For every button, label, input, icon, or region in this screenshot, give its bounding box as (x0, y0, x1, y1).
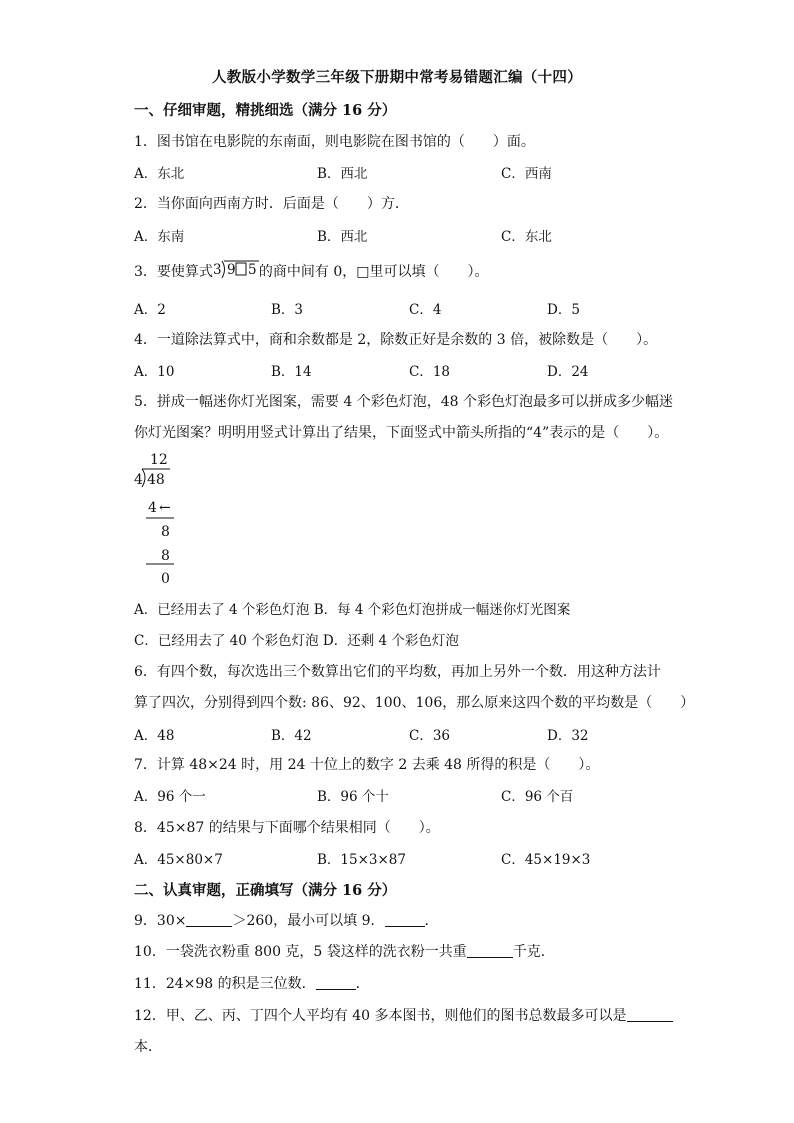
question-5-line-2: 你灯光图案？明明用竖式计算出了结果，下面竖式中箭头所指的“4”表示的是（ ）。 (134, 425, 669, 441)
question-9-part-1: 9．30× (134, 913, 187, 929)
option-d[interactable]: D．5 (547, 302, 580, 318)
option-b[interactable]: B．42 (271, 728, 312, 744)
dividend: 48 (147, 472, 165, 488)
question-7: 7．计算 48×24 时，用 24 十位上的数字 2 去乘 48 所得的积是（ ）。 (134, 757, 600, 773)
question-1: 1．图书馆在电影院的东南面，则电影院在图书馆的（ ）面。 (134, 134, 535, 150)
question-11-part-2: ． (355, 976, 370, 992)
question-9-part-3: ． (424, 913, 439, 929)
option-d[interactable]: D．24 (547, 364, 589, 380)
question-8-options (134, 848, 694, 868)
question-4: 4．一道除法算式中，商和余数都是 2，除数正好是余数的 3 倍，被除数是（ ）。 (134, 332, 658, 348)
question-10 (134, 941, 555, 961)
answer-blank[interactable] (186, 912, 232, 927)
question-12-line-1 (134, 1005, 673, 1025)
question-1-options (134, 162, 694, 182)
question-10-part-2: 千克． (512, 944, 555, 960)
long-division-diagram (134, 450, 194, 590)
question-4-options (134, 360, 694, 380)
option-b[interactable]: B．96 个十 (317, 789, 389, 805)
dividend-digit-2: 5 (247, 262, 257, 278)
option-b[interactable]: B．15×3×87 (317, 852, 406, 868)
question-6-options (134, 724, 694, 744)
answer-blank[interactable] (385, 912, 425, 927)
question-11 (134, 973, 370, 993)
option-d[interactable]: D．32 (547, 728, 589, 744)
question-3-options (134, 298, 694, 318)
option-c[interactable]: C．96 个百 (501, 789, 574, 805)
option-a[interactable]: A．东北 (134, 166, 185, 182)
question-9-part-2: ＞260，最小可以填 9． (232, 913, 385, 929)
section-heading-1: 一、仔细审题，精挑细选（满分 16 分） (134, 102, 397, 119)
question-8: 8．45×87 的结果与下面哪个结果相同（ ）。 (134, 820, 440, 836)
question-10-part-1: 10．一袋洗衣粉重 800 克，5 袋这样的洗衣粉一共重 (134, 944, 467, 960)
option-a[interactable]: A．96 个一 (134, 789, 206, 805)
option-b[interactable]: B．14 (271, 364, 312, 380)
option-c[interactable]: C．18 (409, 364, 451, 380)
option-a[interactable]: A．10 (134, 364, 175, 380)
answer-blank[interactable] (627, 1007, 673, 1022)
answer-blank[interactable] (467, 943, 513, 958)
blank-box (236, 263, 246, 275)
question-7-options (134, 785, 694, 805)
question-3-suffix: 的商中间有 0，□里可以填（ ）。 (258, 264, 489, 280)
option-a[interactable]: A．45×80×7 (134, 852, 223, 868)
remainder-1: 8 (161, 524, 170, 540)
option-a[interactable]: A．东南 (134, 229, 185, 245)
quotient: 12 (150, 452, 168, 468)
option-c[interactable]: C．36 (409, 728, 451, 744)
option-b[interactable]: B．西北 (317, 166, 368, 182)
option-b[interactable]: B．3 (271, 302, 304, 318)
question-5-options-line-2[interactable]: C．已经用去了 40 个彩色灯泡 D．还剩 4 个彩色灯泡 (134, 633, 459, 649)
question-5-options-line-1[interactable]: A．已经用去了 4 个彩色灯泡 B．每 4 个彩色灯泡拼成一幅迷你灯光图案 (134, 602, 571, 618)
question-6-line-2: 算了四次，分别得到四个数: 86、92、100、106，那么原来这四个数的平均数是（ ） (134, 695, 695, 711)
divisor: 4 (134, 472, 143, 488)
question-6-line-1: 6．有四个数，每次选出三个数算出它们的平均数，再加上另外一个数．用这种方法计 (134, 664, 661, 680)
answer-blank[interactable] (316, 975, 356, 990)
option-c[interactable]: C．45×19×3 (501, 852, 591, 868)
option-c[interactable]: C．4 (409, 302, 442, 318)
question-9 (134, 910, 439, 930)
question-12-part-1: 12．甲、乙、丙、丁四个人平均有 40 多本图书，则他们的图书总数最多可以是 (134, 1008, 627, 1024)
option-b[interactable]: B．西北 (317, 229, 368, 245)
dividend-digit-1: 9 (226, 262, 236, 278)
question-3 (134, 258, 489, 284)
question-2: 2．当你面向西南方时．后面是（ ）方． (134, 196, 409, 212)
remainder-2: 0 (161, 571, 170, 587)
question-12-line-2: 本． (134, 1039, 162, 1055)
divisor: 3 (212, 262, 222, 278)
division-bracket (222, 261, 225, 278)
option-c[interactable]: C．东北 (501, 229, 552, 245)
option-c[interactable]: C．西南 (501, 166, 552, 182)
step-product-2: 8 (161, 548, 170, 564)
question-3-prefix: 3．要使算式 (134, 264, 213, 280)
division-expression (213, 258, 259, 284)
section-heading-2: 二、认真审题，正确填写（满分 16 分） (134, 882, 397, 899)
question-5-line-1: 5．拼成一幅迷你灯光图案，需要 4 个彩色灯泡，48 个彩色灯泡最多可以拼成多少幅迷 (134, 394, 673, 410)
step-product-1: 4 (148, 500, 157, 516)
page-title: 人教版小学数学三年级下册期中常考易错题汇编（十四） (212, 69, 582, 86)
question-11-part-1: 11．24×98 的积是三位数． (134, 976, 316, 992)
question-2-options (134, 225, 694, 245)
option-a[interactable]: A．2 (134, 302, 166, 318)
option-a[interactable]: A．48 (134, 728, 175, 744)
arrow-icon: ← (159, 500, 171, 516)
